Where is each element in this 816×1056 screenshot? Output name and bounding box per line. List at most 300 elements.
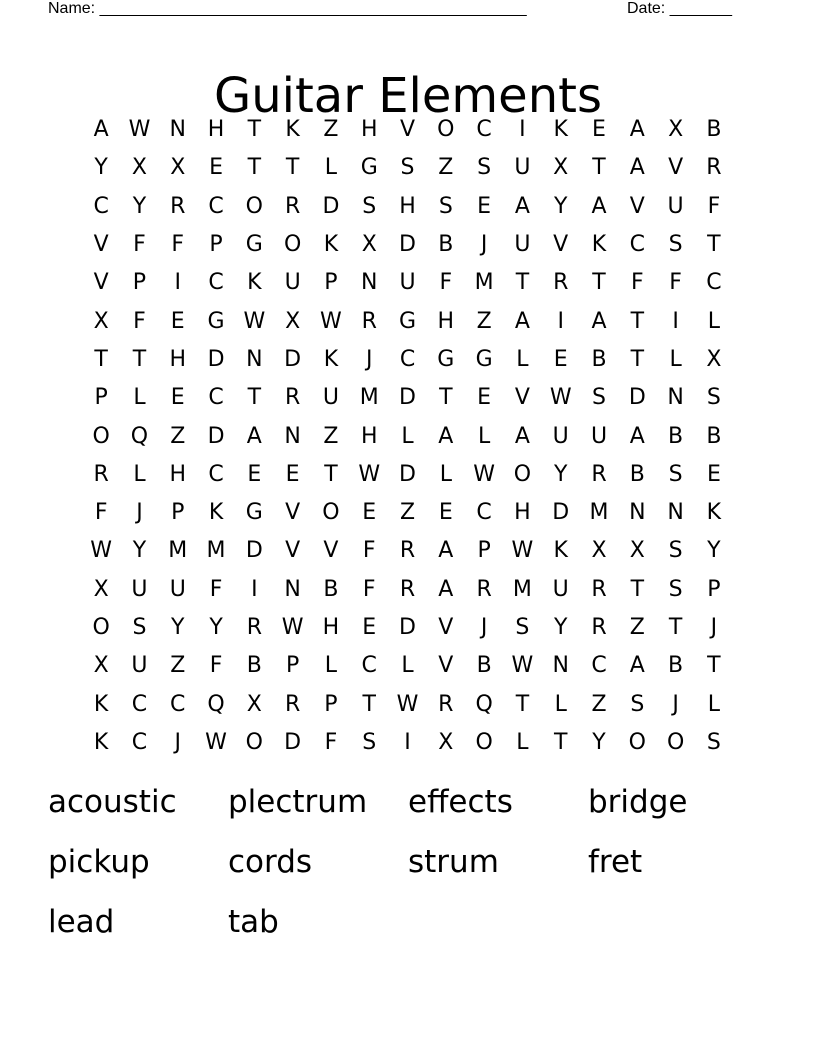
grid-letter[interactable]: L: [477, 423, 491, 449]
grid-letter[interactable]: R: [476, 576, 492, 602]
grid-letter[interactable]: L: [439, 461, 452, 487]
grid-letter[interactable]: R: [93, 461, 109, 487]
grid-letter[interactable]: D: [207, 423, 225, 449]
grid-letter[interactable]: N: [246, 346, 263, 372]
grid-letter[interactable]: C: [476, 117, 492, 143]
grid-letter[interactable]: A: [246, 423, 262, 449]
grid-letter[interactable]: V: [553, 232, 569, 258]
grid-letter[interactable]: W: [90, 538, 113, 564]
grid-letter[interactable]: G: [245, 232, 263, 258]
grid-letter[interactable]: V: [629, 193, 645, 219]
grid-letter[interactable]: O: [437, 117, 455, 143]
grid-letter[interactable]: S: [362, 729, 377, 755]
grid-letter[interactable]: I: [174, 270, 181, 296]
grid-letter[interactable]: U: [590, 423, 608, 449]
grid-letter[interactable]: E: [362, 500, 377, 526]
grid-letter[interactable]: M: [474, 270, 494, 296]
grid-letter[interactable]: I: [251, 576, 258, 602]
grid-letter[interactable]: R: [591, 461, 607, 487]
grid-letter[interactable]: A: [629, 423, 645, 449]
grid-letter[interactable]: A: [629, 155, 645, 181]
grid-letter[interactable]: A: [438, 576, 454, 602]
grid-letter[interactable]: L: [554, 691, 567, 717]
grid-letter[interactable]: E: [438, 500, 453, 526]
grid-letter[interactable]: R: [399, 538, 416, 564]
grid-letter[interactable]: U: [552, 576, 569, 602]
grid-letter[interactable]: H: [514, 500, 531, 526]
grid-letter[interactable]: A: [514, 308, 530, 334]
grid-letter[interactable]: W: [128, 117, 151, 143]
grid-letter[interactable]: S: [668, 461, 683, 487]
grid-letter[interactable]: N: [629, 500, 646, 526]
word-list-item: cords: [228, 844, 313, 880]
grid-letter[interactable]: F: [94, 500, 108, 526]
grid-letter[interactable]: X: [591, 538, 607, 564]
grid-letter[interactable]: K: [285, 117, 300, 143]
grid-letter[interactable]: U: [514, 232, 531, 258]
grid-letter[interactable]: T: [362, 691, 376, 717]
grid-letter[interactable]: M: [589, 500, 609, 526]
grid-letter[interactable]: F: [133, 232, 146, 258]
grid-letter[interactable]: W: [511, 653, 534, 679]
grid-letter[interactable]: L: [707, 308, 721, 334]
grid-row: [82, 724, 733, 762]
grid-letter[interactable]: S: [515, 615, 530, 640]
grid-letter[interactable]: B: [591, 346, 607, 372]
grid-letter[interactable]: C: [93, 193, 109, 219]
grid-letter[interactable]: F: [171, 232, 185, 258]
grid-letter[interactable]: G: [437, 346, 455, 372]
grid-letter[interactable]: G: [360, 155, 378, 181]
grid-letter[interactable]: W: [281, 615, 304, 640]
grid-letter[interactable]: K: [323, 232, 339, 258]
grid-letter[interactable]: M: [206, 538, 226, 564]
grid-letter[interactable]: O: [666, 729, 685, 755]
grid-letter[interactable]: B: [706, 423, 722, 449]
grid-letter[interactable]: F: [439, 270, 453, 296]
grid-letter[interactable]: Z: [629, 615, 645, 640]
grid-letter[interactable]: N: [284, 576, 301, 602]
grid-row: [82, 532, 733, 570]
grid-letter[interactable]: X: [553, 155, 569, 181]
grid-letter[interactable]: E: [362, 615, 377, 640]
grid-letter[interactable]: X: [131, 155, 147, 181]
grid-letter[interactable]: T: [515, 270, 530, 296]
grid-letter[interactable]: C: [131, 729, 148, 755]
grid-letter[interactable]: H: [207, 117, 225, 143]
grid-letter[interactable]: Y: [171, 615, 185, 640]
grid-letter[interactable]: L: [133, 461, 146, 487]
grid-letter[interactable]: V: [93, 232, 109, 258]
grid-letter[interactable]: K: [706, 500, 722, 526]
grid-letter[interactable]: X: [246, 691, 262, 717]
grid-letter[interactable]: D: [399, 615, 416, 640]
grid-letter[interactable]: W: [549, 385, 572, 411]
grid-letter[interactable]: R: [591, 576, 607, 602]
grid-letter[interactable]: A: [629, 653, 645, 679]
grid-letter[interactable]: Y: [553, 461, 568, 487]
grid-letter[interactable]: T: [592, 270, 606, 296]
grid-letter[interactable]: B: [668, 423, 684, 449]
grid-letter[interactable]: S: [630, 691, 645, 717]
grid-letter[interactable]: T: [707, 653, 721, 679]
grid-letter[interactable]: J: [480, 615, 488, 640]
word-list-item: acoustic: [48, 784, 177, 820]
grid-letter[interactable]: T: [247, 385, 262, 411]
grid-letter[interactable]: B: [629, 461, 645, 487]
grid-letter[interactable]: K: [553, 538, 568, 564]
word-list-item: tab: [228, 904, 279, 940]
grid-letter[interactable]: Y: [132, 538, 147, 564]
grid-letter[interactable]: Y: [707, 538, 721, 564]
name-field-label[interactable]: Name: ________________________________________________: [48, 0, 527, 17]
grid-letter[interactable]: H: [399, 193, 416, 219]
grid-letter[interactable]: T: [707, 232, 721, 258]
grid-letter[interactable]: V: [399, 117, 416, 143]
grid-letter[interactable]: K: [93, 729, 109, 755]
grid-letter[interactable]: F: [669, 270, 682, 296]
grid-letter[interactable]: S: [706, 729, 721, 755]
grid-letter[interactable]: T: [630, 308, 645, 334]
grid-letter[interactable]: I: [404, 729, 411, 755]
grid-letter[interactable]: W: [205, 729, 227, 755]
grid-letter[interactable]: R: [361, 308, 377, 334]
grid-letter[interactable]: H: [360, 423, 378, 449]
grid-letter[interactable]: X: [361, 232, 377, 258]
grid-letter[interactable]: S: [592, 385, 606, 411]
grid-letter[interactable]: N: [284, 423, 301, 449]
grid-letter[interactable]: V: [323, 538, 339, 564]
grid-letter[interactable]: P: [324, 691, 338, 717]
grid-letter[interactable]: J: [710, 615, 718, 640]
grid-letter[interactable]: J: [672, 691, 679, 717]
grid-letter[interactable]: R: [284, 385, 301, 411]
grid-letter[interactable]: A: [438, 538, 454, 564]
grid-letter[interactable]: B: [668, 653, 684, 679]
grid-letter[interactable]: X: [629, 538, 645, 564]
grid-letter[interactable]: H: [360, 117, 378, 143]
grid-letter[interactable]: O: [283, 232, 302, 258]
grid-letter[interactable]: J: [365, 346, 373, 372]
grid-letter[interactable]: F: [362, 576, 376, 602]
grid-letter[interactable]: C: [208, 270, 224, 296]
grid-letter[interactable]: R: [553, 270, 569, 296]
grid-letter[interactable]: D: [322, 193, 340, 219]
grid-letter[interactable]: N: [552, 653, 569, 679]
grid-letter[interactable]: P: [324, 270, 338, 296]
grid-letter[interactable]: P: [94, 385, 108, 411]
grid-letter[interactable]: I: [672, 308, 679, 334]
grid-letter[interactable]: T: [439, 385, 453, 411]
grid-letter[interactable]: Z: [438, 155, 454, 181]
grid-letter[interactable]: N: [667, 385, 684, 411]
grid-letter[interactable]: A: [514, 193, 530, 219]
grid-letter[interactable]: A: [591, 193, 607, 219]
grid-letter[interactable]: D: [245, 538, 263, 564]
grid-letter[interactable]: X: [93, 576, 109, 602]
grid-letter[interactable]: Z: [170, 423, 186, 449]
grid-letter[interactable]: E: [553, 346, 568, 372]
grid-letter[interactable]: O: [513, 461, 532, 487]
grid-letter[interactable]: Y: [592, 729, 606, 755]
grid-letter[interactable]: S: [668, 538, 683, 564]
grid-letter[interactable]: X: [668, 117, 684, 143]
grid-letter[interactable]: S: [477, 155, 492, 181]
grid-letter[interactable]: B: [438, 232, 454, 258]
grid-letter[interactable]: T: [553, 729, 568, 755]
grid-letter[interactable]: T: [324, 461, 338, 487]
grid-letter[interactable]: E: [209, 155, 223, 181]
grid-letter[interactable]: S: [400, 155, 415, 181]
grid-letter[interactable]: W: [320, 308, 342, 334]
grid-letter[interactable]: U: [667, 193, 684, 219]
grid-letter[interactable]: J: [174, 729, 181, 755]
grid-letter[interactable]: F: [707, 193, 721, 219]
grid-letter[interactable]: U: [399, 270, 416, 296]
grid-letter[interactable]: C: [629, 232, 645, 258]
grid-letter[interactable]: R: [246, 615, 262, 640]
grid-letter[interactable]: D: [284, 346, 302, 372]
grid-letter[interactable]: O: [628, 729, 646, 755]
grid-letter[interactable]: D: [399, 232, 416, 258]
grid-letter[interactable]: F: [209, 576, 223, 602]
grid-letter[interactable]: L: [324, 155, 338, 181]
grid-letter[interactable]: A: [514, 423, 530, 449]
grid-letter[interactable]: Y: [132, 193, 147, 219]
grid-row: [82, 571, 733, 609]
grid-letter[interactable]: P: [707, 576, 721, 602]
grid-letter[interactable]: Y: [94, 155, 108, 181]
grid-letter[interactable]: V: [668, 155, 684, 181]
grid-letter[interactable]: T: [515, 691, 530, 717]
grid-letter[interactable]: E: [706, 461, 721, 487]
grid-letter[interactable]: H: [437, 308, 455, 334]
grid-letter[interactable]: T: [94, 346, 108, 372]
grid-letter[interactable]: U: [514, 155, 531, 181]
grid-letter[interactable]: W: [473, 461, 495, 487]
grid-letter[interactable]: Q: [130, 423, 149, 449]
grid-letter[interactable]: Y: [553, 615, 568, 640]
grid-letter[interactable]: T: [592, 155, 606, 181]
grid-letter[interactable]: I: [519, 117, 526, 143]
grid-letter[interactable]: R: [438, 691, 454, 717]
grid-letter[interactable]: U: [322, 385, 339, 411]
grid-letter[interactable]: T: [630, 346, 645, 372]
grid-letter[interactable]: G: [475, 346, 493, 372]
grid-letter[interactable]: A: [591, 308, 607, 334]
grid-letter[interactable]: D: [628, 385, 646, 411]
grid-letter[interactable]: S: [132, 615, 147, 640]
grid-letter[interactable]: B: [476, 653, 492, 679]
grid-letter[interactable]: X: [285, 308, 301, 334]
grid-letter[interactable]: E: [285, 461, 300, 487]
grid-letter[interactable]: I: [557, 308, 564, 334]
grid-letter[interactable]: K: [93, 691, 109, 717]
grid-letter[interactable]: E: [170, 308, 185, 334]
grid-letter[interactable]: V: [285, 500, 301, 526]
grid-letter[interactable]: P: [132, 270, 147, 296]
grid-letter[interactable]: L: [707, 691, 721, 717]
grid-letter[interactable]: S: [706, 385, 721, 411]
grid-letter[interactable]: S: [362, 193, 377, 219]
grid-letter[interactable]: O: [245, 193, 263, 219]
grid-letter[interactable]: X: [170, 155, 186, 181]
grid-letter[interactable]: R: [399, 576, 416, 602]
grid-letter[interactable]: X: [438, 729, 454, 755]
grid-letter[interactable]: M: [168, 538, 188, 564]
grid-letter[interactable]: J: [480, 232, 488, 258]
grid-letter[interactable]: L: [401, 423, 414, 449]
grid-letter[interactable]: C: [208, 193, 224, 219]
grid-letter[interactable]: J: [136, 500, 143, 526]
grid-letter[interactable]: D: [552, 500, 570, 526]
grid-letter[interactable]: K: [553, 117, 568, 143]
grid-letter[interactable]: Y: [553, 193, 568, 219]
grid-letter[interactable]: V: [93, 270, 109, 296]
grid-letter[interactable]: Z: [323, 423, 339, 449]
grid-letter[interactable]: G: [398, 308, 417, 334]
grid-letter[interactable]: O: [322, 500, 340, 526]
grid-letter[interactable]: Y: [209, 615, 223, 640]
grid-letter[interactable]: S: [438, 193, 453, 219]
grid-letter[interactable]: W: [358, 461, 381, 487]
grid-letter[interactable]: T: [630, 576, 645, 602]
grid-letter[interactable]: W: [243, 308, 266, 334]
grid-letter[interactable]: O: [475, 729, 493, 755]
grid-letter[interactable]: V: [514, 385, 530, 411]
grid-letter[interactable]: C: [170, 691, 186, 717]
grid-letter[interactable]: R: [170, 193, 186, 219]
grid-letter[interactable]: C: [131, 691, 148, 717]
grid-letter[interactable]: V: [438, 653, 454, 679]
grid-letter[interactable]: F: [630, 270, 644, 296]
grid-letter[interactable]: F: [362, 538, 376, 564]
grid-letter[interactable]: L: [133, 385, 146, 411]
grid-letter[interactable]: R: [284, 691, 301, 717]
grid-letter[interactable]: A: [438, 423, 454, 449]
grid-letter[interactable]: L: [516, 729, 529, 755]
grid-letter[interactable]: C: [706, 270, 722, 296]
grid-letter[interactable]: V: [438, 615, 454, 640]
grid-letter[interactable]: U: [131, 576, 148, 602]
grid-letter[interactable]: X: [93, 653, 109, 679]
grid-letter[interactable]: O: [245, 729, 263, 755]
grid-letter[interactable]: U: [169, 576, 186, 602]
grid-letter[interactable]: A: [629, 117, 645, 143]
grid-letter[interactable]: E: [592, 117, 606, 143]
grid-letter[interactable]: C: [476, 500, 492, 526]
grid-letter[interactable]: E: [170, 385, 185, 411]
grid-letter[interactable]: P: [285, 653, 300, 679]
grid-letter[interactable]: A: [93, 117, 109, 143]
grid-letter[interactable]: F: [209, 653, 223, 679]
grid-letter[interactable]: L: [516, 346, 529, 372]
grid-letter[interactable]: W: [396, 691, 419, 717]
grid-letter[interactable]: Q: [207, 691, 225, 717]
grid-letter[interactable]: H: [322, 615, 340, 640]
grid-letter[interactable]: Z: [323, 117, 339, 143]
grid-row: [82, 341, 733, 379]
grid-letter[interactable]: Z: [170, 653, 186, 679]
grid-letter[interactable]: P: [171, 500, 185, 526]
grid-letter[interactable]: O: [92, 615, 110, 640]
grid-letter[interactable]: T: [247, 117, 262, 143]
grid-letter[interactable]: R: [284, 193, 301, 219]
grid-letter[interactable]: T: [668, 615, 683, 640]
grid-letter[interactable]: C: [399, 346, 416, 372]
grid-row: [82, 379, 733, 417]
grid-letter[interactable]: E: [247, 461, 262, 487]
grid-letter[interactable]: G: [207, 308, 225, 334]
grid-letter[interactable]: C: [208, 461, 224, 487]
grid-letter[interactable]: L: [324, 653, 338, 679]
grid-letter[interactable]: F: [133, 308, 146, 334]
grid-letter[interactable]: O: [92, 423, 110, 449]
grid-letter[interactable]: X: [93, 308, 109, 334]
grid-letter[interactable]: T: [132, 346, 147, 372]
grid-letter[interactable]: R: [706, 155, 722, 181]
grid-letter[interactable]: N: [169, 117, 186, 143]
grid-letter[interactable]: E: [477, 193, 492, 219]
grid-letter[interactable]: Z: [591, 691, 607, 717]
grid-letter[interactable]: D: [399, 385, 416, 411]
grid-letter[interactable]: M: [359, 385, 379, 411]
grid-letter[interactable]: P: [477, 538, 491, 564]
grid-letter[interactable]: B: [246, 653, 262, 679]
grid-letter[interactable]: G: [245, 500, 263, 526]
grid-letter[interactable]: C: [591, 653, 607, 679]
grid-letter[interactable]: E: [477, 385, 492, 411]
grid-letter[interactable]: K: [323, 346, 339, 372]
word-list: [48, 780, 768, 960]
grid-letter[interactable]: L: [669, 346, 682, 372]
grid-letter[interactable]: T: [247, 155, 262, 181]
grid-letter[interactable]: P: [209, 232, 223, 258]
grid-letter[interactable]: C: [361, 653, 377, 679]
grid-letter[interactable]: K: [591, 232, 607, 258]
grid-letter[interactable]: R: [591, 615, 607, 640]
grid-letter[interactable]: H: [169, 461, 187, 487]
grid-letter[interactable]: S: [668, 576, 683, 602]
grid-letter[interactable]: N: [360, 270, 378, 296]
grid-letter[interactable]: L: [401, 653, 414, 679]
grid-letter[interactable]: M: [512, 576, 532, 602]
grid-letter[interactable]: Q: [475, 691, 493, 717]
grid-letter[interactable]: T: [285, 155, 300, 181]
grid-letter[interactable]: U: [131, 653, 148, 679]
grid-letter[interactable]: D: [207, 346, 225, 372]
grid-letter[interactable]: C: [208, 385, 224, 411]
grid-letter[interactable]: N: [667, 500, 684, 526]
grid-letter[interactable]: Z: [476, 308, 492, 334]
date-field-label[interactable]: Date: _______: [627, 0, 732, 17]
grid-letter[interactable]: U: [552, 423, 569, 449]
grid-letter[interactable]: D: [284, 729, 302, 755]
grid-letter[interactable]: V: [285, 538, 301, 564]
grid-letter[interactable]: K: [247, 270, 262, 296]
grid-letter[interactable]: F: [324, 729, 338, 755]
grid-letter[interactable]: K: [208, 500, 224, 526]
grid-letter[interactable]: B: [323, 576, 339, 602]
grid-letter[interactable]: H: [169, 346, 187, 372]
grid-letter[interactable]: X: [706, 346, 722, 372]
grid-letter[interactable]: W: [511, 538, 534, 564]
grid-letter[interactable]: B: [706, 117, 722, 143]
grid-letter[interactable]: Z: [399, 500, 416, 526]
grid-letter[interactable]: U: [284, 270, 301, 296]
grid-letter[interactable]: D: [399, 461, 416, 487]
grid-letter[interactable]: S: [668, 232, 683, 258]
